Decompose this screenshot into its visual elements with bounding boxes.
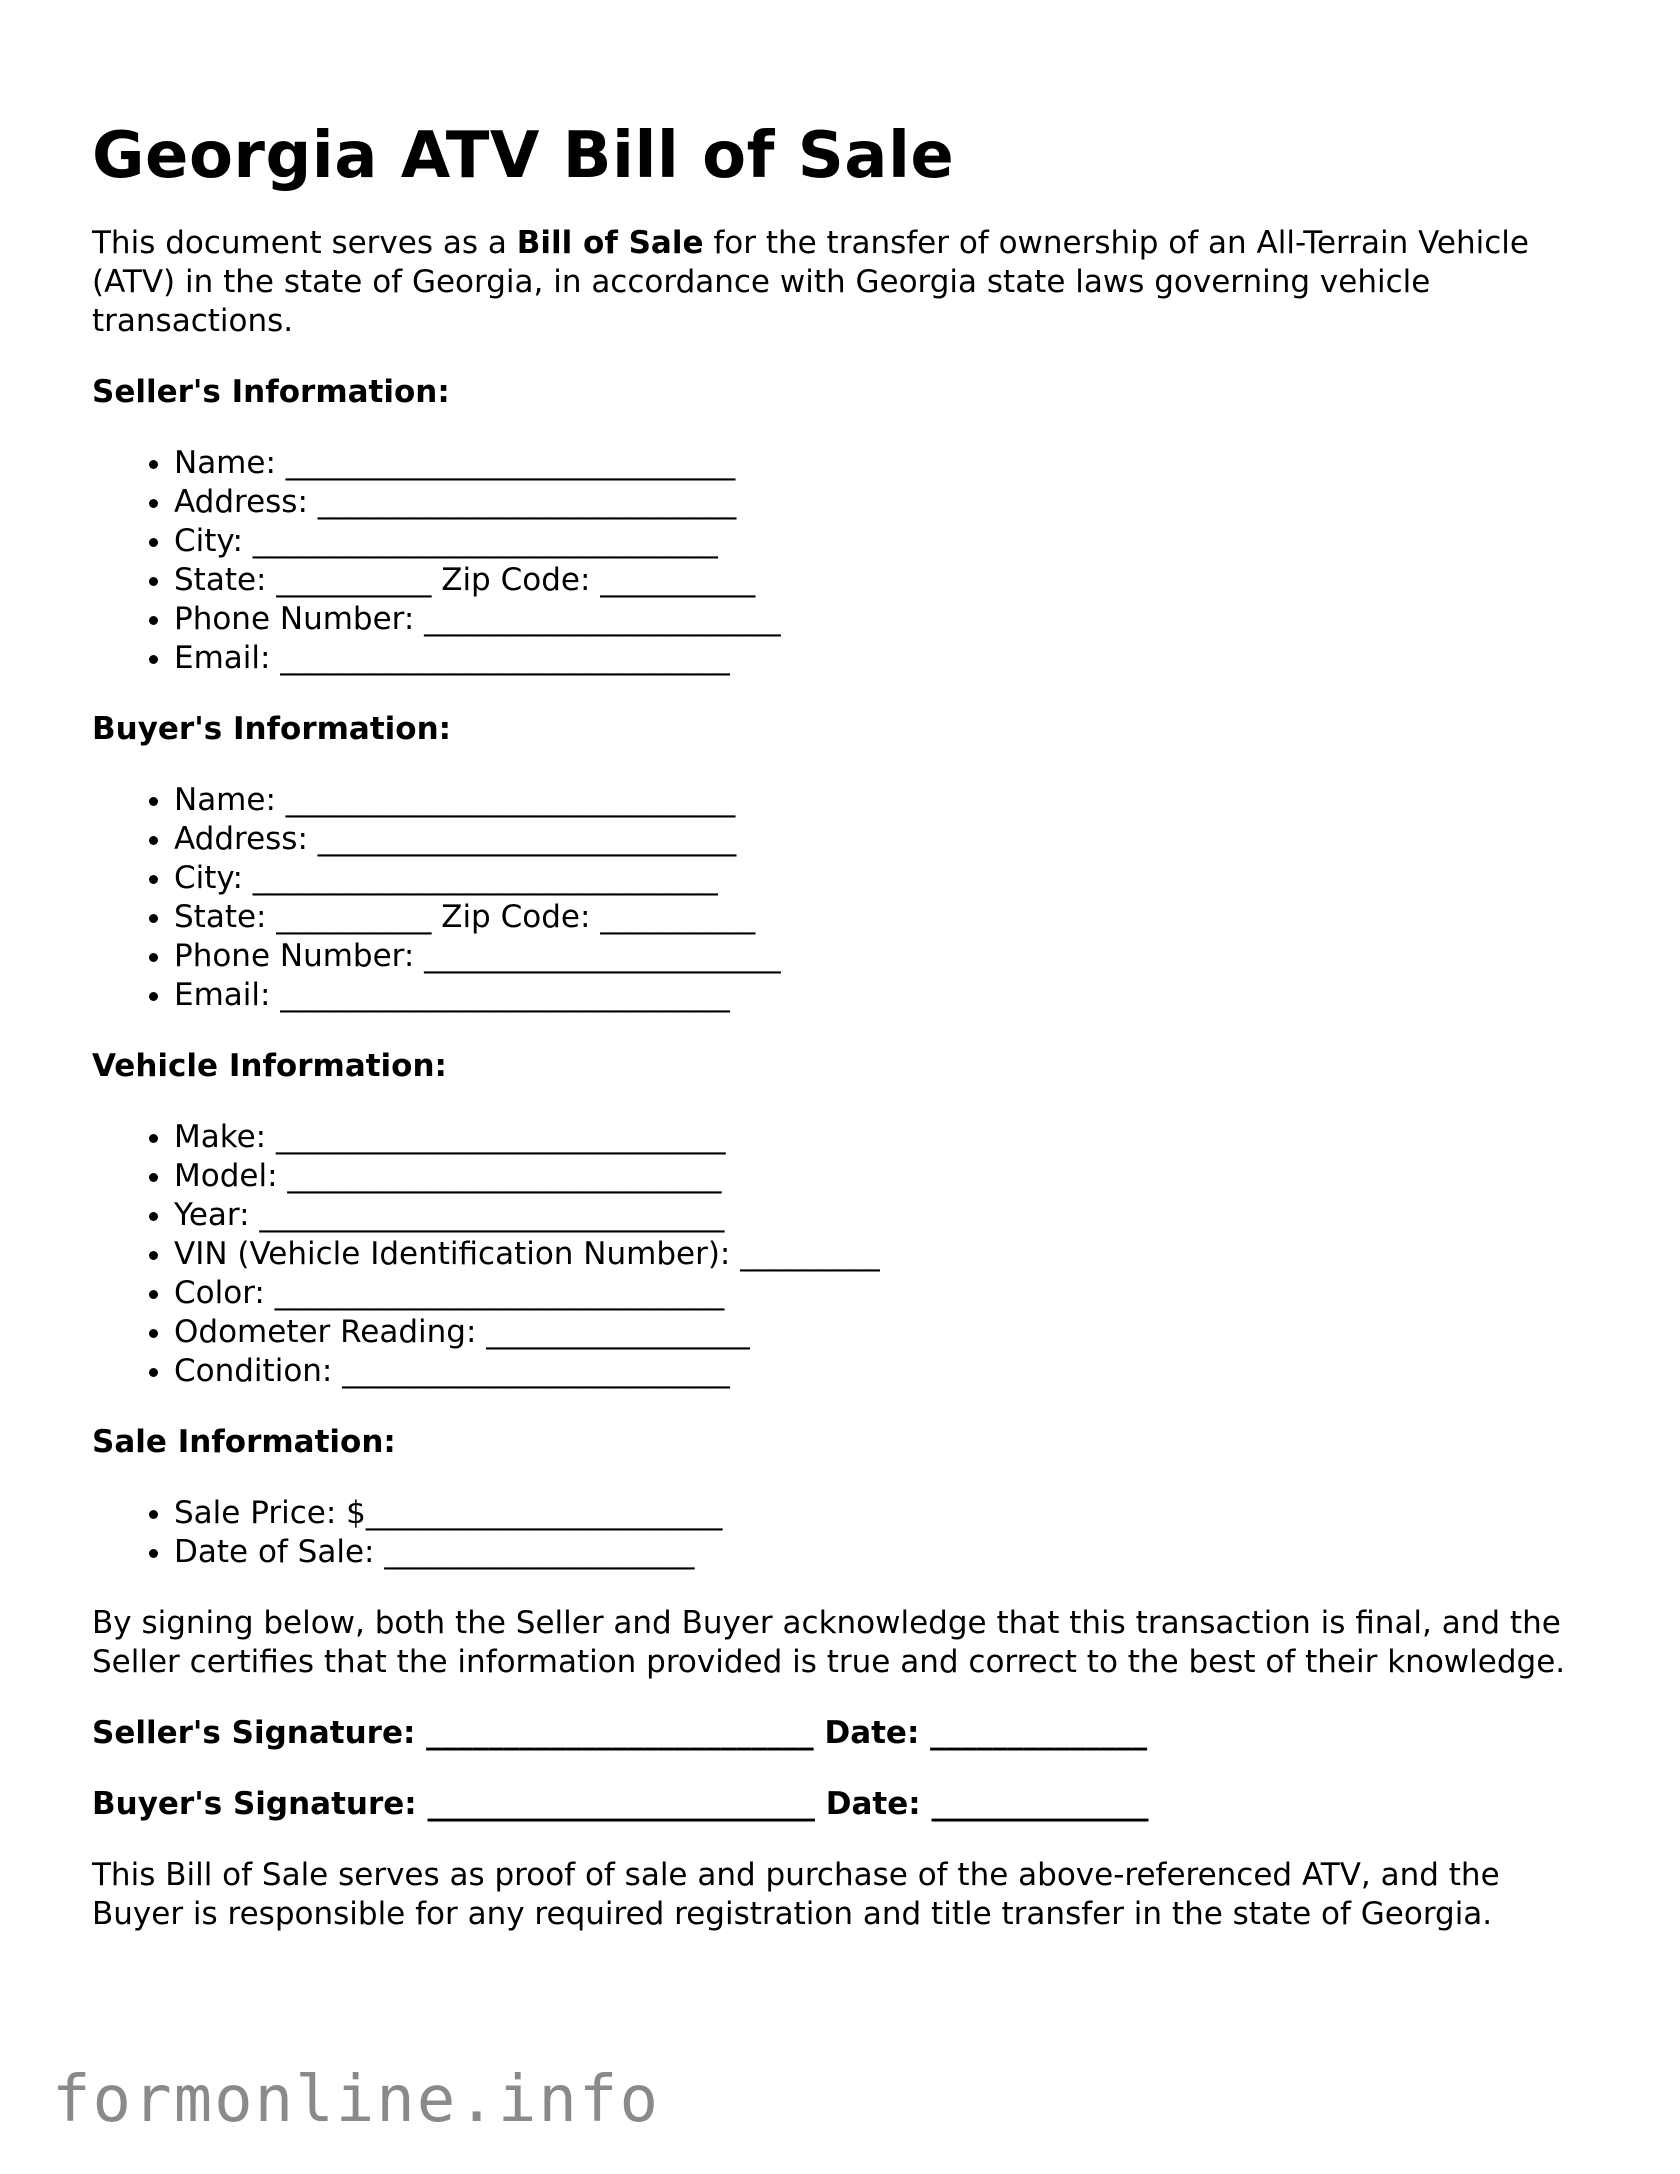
vehicle-condition-field[interactable]: • Condition: _________________________: [174, 1352, 1592, 1391]
vehicle-list: [92, 1118, 1592, 1391]
intro-text-start: This document serves as a: [92, 225, 517, 261]
sale-price-field[interactable]: • Sale Price: $_______________________: [174, 1494, 1592, 1533]
buyer-name-field[interactable]: • Name: _____________________________: [174, 781, 1592, 820]
buyer-state-zip-field[interactable]: • State: __________ Zip Code: __________: [174, 898, 1592, 937]
buyer-phone-field[interactable]: • Phone Number: _______________________: [174, 937, 1592, 976]
seller-city-field[interactable]: • City: ______________________________: [174, 522, 1592, 561]
buyer-list: [92, 781, 1592, 1015]
buyer-email-field[interactable]: • Email: _____________________________: [174, 976, 1592, 1015]
sale-date-field[interactable]: • Date of Sale: ____________________: [174, 1533, 1592, 1572]
watermark-text: formonline.info: [52, 2063, 660, 2137]
document-page: [92, 112, 1592, 1934]
vehicle-vin-field[interactable]: • VIN (Vehicle Identification Number): _________: [174, 1235, 1592, 1274]
acknowledgement-paragraph: By signing below, both the Seller and Buyer acknowledge that this transaction is final, and the Seller certifies that the information provided is true and correct to the best of their knowledge.: [92, 1605, 1566, 1680]
vehicle-odometer-field[interactable]: • Odometer Reading: _________________: [174, 1313, 1592, 1352]
intro-text-end: for the transfer of ownership of an All-Terrain Vehicle (ATV) in the state of Georgia, in accordance with Georgia state laws governing vehicle transactions.: [92, 225, 1529, 339]
seller-email-field[interactable]: • Email: _____________________________: [174, 639, 1592, 678]
seller-name-field[interactable]: • Name: _____________________________: [174, 444, 1592, 483]
vehicle-heading: Vehicle Information:: [92, 1048, 447, 1084]
seller-signature-line[interactable]: Seller's Signature: _________________________ Date: ______________: [92, 1715, 1148, 1751]
seller-phone-field[interactable]: • Phone Number: _______________________: [174, 600, 1592, 639]
vehicle-year-field[interactable]: • Year: ______________________________: [174, 1196, 1592, 1235]
sale-list: [92, 1494, 1592, 1572]
vehicle-make-field[interactable]: • Make: _____________________________: [174, 1118, 1592, 1157]
sale-heading: Sale Information:: [92, 1424, 396, 1460]
buyer-signature-line[interactable]: Buyer's Signature: _________________________ Date: ______________: [92, 1786, 1149, 1822]
page-title: Georgia ATV Bill of Sale: [92, 119, 955, 193]
intro-paragraph: [92, 224, 1592, 341]
buyer-heading: Buyer's Information:: [92, 711, 452, 747]
vehicle-color-field[interactable]: • Color: _____________________________: [174, 1274, 1592, 1313]
buyer-city-field[interactable]: • City: ______________________________: [174, 859, 1592, 898]
seller-list: [92, 444, 1592, 678]
seller-state-zip-field[interactable]: • State: __________ Zip Code: __________: [174, 561, 1592, 600]
seller-address-field[interactable]: • Address: ___________________________: [174, 483, 1592, 522]
vehicle-model-field[interactable]: • Model: ____________________________: [174, 1157, 1592, 1196]
seller-heading: Seller's Information:: [92, 374, 450, 410]
intro-bold-term: Bill of Sale: [516, 225, 704, 261]
buyer-address-field[interactable]: • Address: ___________________________: [174, 820, 1592, 859]
closing-paragraph: This Bill of Sale serves as proof of sale and purchase of the above-referenced ATV, and the Buyer is responsible for any required registration and title transfer in the state of Georgia.: [92, 1857, 1500, 1932]
